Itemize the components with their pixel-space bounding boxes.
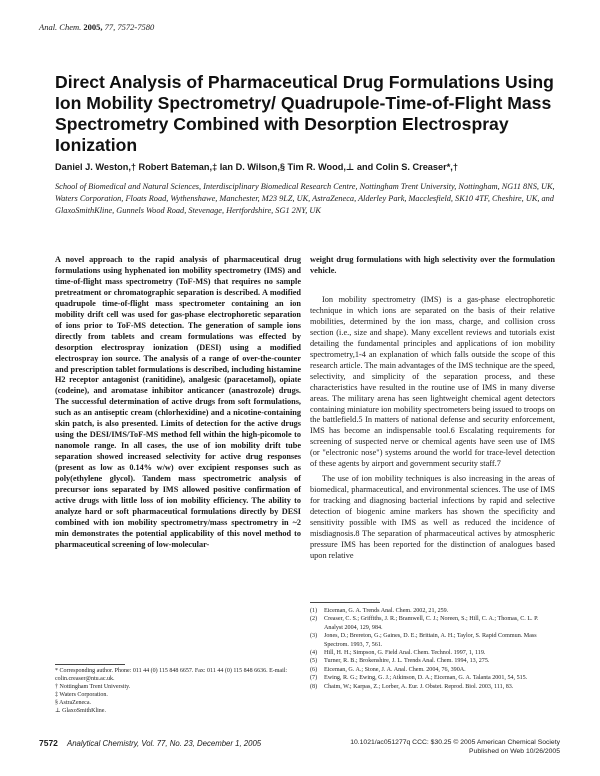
references-divider — [310, 602, 380, 603]
reference-text: Turner, R. B.; Brokenshire, J. L. Trends Anal. Chem. 1994, 13, 275. — [324, 658, 490, 665]
reference-item — [310, 615, 555, 632]
reference-number: (1) — [310, 608, 318, 614]
body-paragraph: The use of ion mobility techniques is also increasing in the areas of biomedical, pharmaceutical, and environmental sciences. The use of IMS for tracking and diagnosing bacterial infections by rapid and selective detection of biogenic amine markers has shown the specificity and sensitivity possible with IMS as well as reduced the incidence of misdiagnosis.8 The separation of pharmaceutical actives by atmospheric pressure IMS has been reported for the distinction of analogues based upon relative — [310, 474, 555, 560]
abstract: A novel approach to the rapid analysis of pharmaceutical drug formulations using hyphenated ion mobility spectrometry (IMS) and time-of-flight mass spectrometry (ToF-MS) that requires no sample pretreatment or chromatographic separation is described. A modified quadrupole time-of-flight mass spectrometer containing an ion mobility drift cell was used for gas-phase electrophoretic separation of ions prior to ToF-MS detection. The generation of sample ions directly from tablets and cream formulations was effected by desorption electrospray ionization (DESI) using a modified electrospray ion source. The analysis of a range of over-the-counter and prescription tablet formulations is described, including histamine H2 receptor antagonist (ranitidine), analgesic (paracetamol), opiate (codeine), and aromatase inhibitor anticancer (anastrozole) drugs. The successful determination of active drugs from soft formulations, such as an antiseptic cream (chlorhexidine) and a nicotine-containing skin patch, is also presented. Limits of detection for the active drugs using the DESI/IMS/ToF-MS method fell within the high-picomole to nanomole range. In all cases, the use of ion mobility drift tube separation showed increased selectivity for active drug responses (present as low as 0.14% w/w) over excipient responses such as poly(ethylene glycol). Tandem mass spectrometric analysis of precursor ions separated by IMS allowed positive confirmation of active drugs with little loss of ion mobility efficiency. The ability to analyze hard or soft pharmaceutical formulations directly by DESI combined with ion mobility spectrometry/mass spectrometry in ~2 min demonstrates the potential applicability of this novel method to pharmaceutical screening of low-molecular- — [55, 255, 301, 549]
reference-number: (8) — [310, 683, 318, 690]
reference-text: Eiceman, G. A. Trends Anal. Chem. 2002, 21, 259. — [324, 608, 449, 614]
reference-item — [310, 657, 555, 665]
reference-item — [310, 649, 555, 657]
reference-number: (2) — [310, 616, 318, 623]
footnotes — [55, 668, 301, 715]
header-pages: 7572-7580 — [117, 22, 155, 32]
reference-number: (4) — [310, 650, 318, 657]
journal-citation-header — [39, 22, 154, 32]
reference-number: (3) — [310, 633, 318, 640]
header-volume: 77, — [104, 22, 116, 32]
body-paragraph: Ion mobility spectrometry (IMS) is a gas-phase electrophoretic technique in which ions are separated on the basis of their relative mobilities, determined by the ion mass, charge, and collision cross section (i.e., size and shape). Many excellent reviews and tutorials exist detailing the fundamental principles and applications of ion mobility spectrometry,1-4 an explanation of which falls outside the scope of this research article. The main advantages of the IMS technique are the speed, selectivity, and simplicity of the separation process, and these characteristics have resulted in the routine use of IMS in many diverse areas. The military arena has seen lightweight chemical agent detectors containing miniature ion mobility spectrometers being issued to troops on the battlefield.5 In matters of national defense and security enforcement, IMS has become an indispensable tool.6 Escalating requirements for screening of suspected nerve or chemical agents have seen use of IMS (or "electronic nose") systems around the world for trace-level detection of these agents by airport and government security staff.7 — [310, 295, 555, 469]
body-text — [310, 295, 555, 566]
reference-item — [310, 632, 555, 649]
reference-text: Hill, H. H.; Simpson, G. Field Anal. Chem. Technol. 1997, 1, 119. — [324, 650, 486, 657]
page-footer — [39, 738, 560, 758]
abstract-continuation: weight drug formulations with high selectivity over the formulation vehicle. — [310, 255, 555, 275]
footer-published-date: Published on Web 10/26/2005 — [469, 747, 560, 755]
footnote-divider — [55, 664, 125, 665]
reference-text: Jones, D.; Brereton, G.; Gaines, D. E.; Brittain, A. H.; Taylor, S. Rapid Commun. Mass Spectrom. 1993, 7, 561. — [324, 633, 537, 648]
reference-text: Ewing, R. G.; Ewing, G. J.; Atkinson, D. A.; Eiceman, G. A. Talanta 2001, 54, 515. — [324, 675, 528, 682]
footnote-affiliation: § AstraZeneca. — [55, 699, 91, 706]
reference-number: (6) — [310, 666, 318, 673]
header-year: 2005, — [83, 22, 103, 32]
footnote-affiliation: ⊥ GlaxoSmithKline. — [55, 707, 106, 714]
reference-number: (5) — [310, 658, 318, 665]
reference-list — [310, 607, 555, 691]
reference-item — [310, 674, 555, 682]
article-title: Direct Analysis of Pharmaceutical Drug Formulations Using Ion Mobility Spectrometry/ Quadrupole-Time-of-Flight Mass Spectrometry Combined with Desorption Electrospray Ionization — [55, 72, 554, 155]
header-journal: Anal. Chem. — [39, 22, 82, 32]
page-number: 7572 — [39, 738, 58, 748]
footer-doi: 10.1021/ac051277q CCC: $30.25 © 2005 American Chemical Society — [350, 738, 560, 746]
footer-journal-issue: Analytical Chemistry, Vol. 77, No. 23, December 1, 2005 — [67, 738, 262, 748]
reference-text: Chaim, W.; Karpas, Z.; Lorber, A. Eur. J. Obstet. Reprod. Biol. 2003, 111, 83. — [324, 683, 514, 690]
author-affiliation: School of Biomedical and Natural Sciences, Interdisciplinary Biomedical Research Centre, Nottingham Trent University, Nottingham, NG11 8NS, UK, Waters Corporation, Floats Road, Wythenshawe, Manchester, M23 9LZ, UK, AstraZeneca, Alderley Park, Macclesfield, SK10 4TF, Cheshire, UK, and GlaxoSmithKline, Gunnels Wood Road, Stevenage, Hertfordshire, SG1 2NY, UK — [55, 182, 555, 215]
reference-number: (7) — [310, 675, 318, 682]
footnote-affiliation: ‡ Waters Corporation. — [55, 691, 108, 698]
footnote-affiliation: † Nottingham Trent University. — [55, 683, 131, 690]
reference-item — [310, 683, 555, 691]
reference-item — [310, 607, 555, 615]
reference-text: Eiceman, G. A.; Stone, J. A. Anal. Chem. 2004, 76, 390A. — [324, 666, 466, 673]
footnote-corresponding-author: * Corresponding author. Phone: 011 44 (0) 115 848 6657. Fax: 011 44 (0) 115 848 6636. E-mail: colin.creaser@ntu.ac.uk. — [55, 668, 288, 682]
author-list: Daniel J. Weston,† Robert Bateman,‡ Ian D. Wilson,§ Tim R. Wood,⊥ and Colin S. Creaser*,† — [55, 162, 458, 172]
reference-text: Creaser, C. S.; Griffiths, J. R.; Bramwell, C. J.; Noreen, S.; Hill, C. A.; Thomas, C. L. P. Analyst 2004, 129, 984. — [324, 616, 539, 631]
reference-item — [310, 666, 555, 674]
